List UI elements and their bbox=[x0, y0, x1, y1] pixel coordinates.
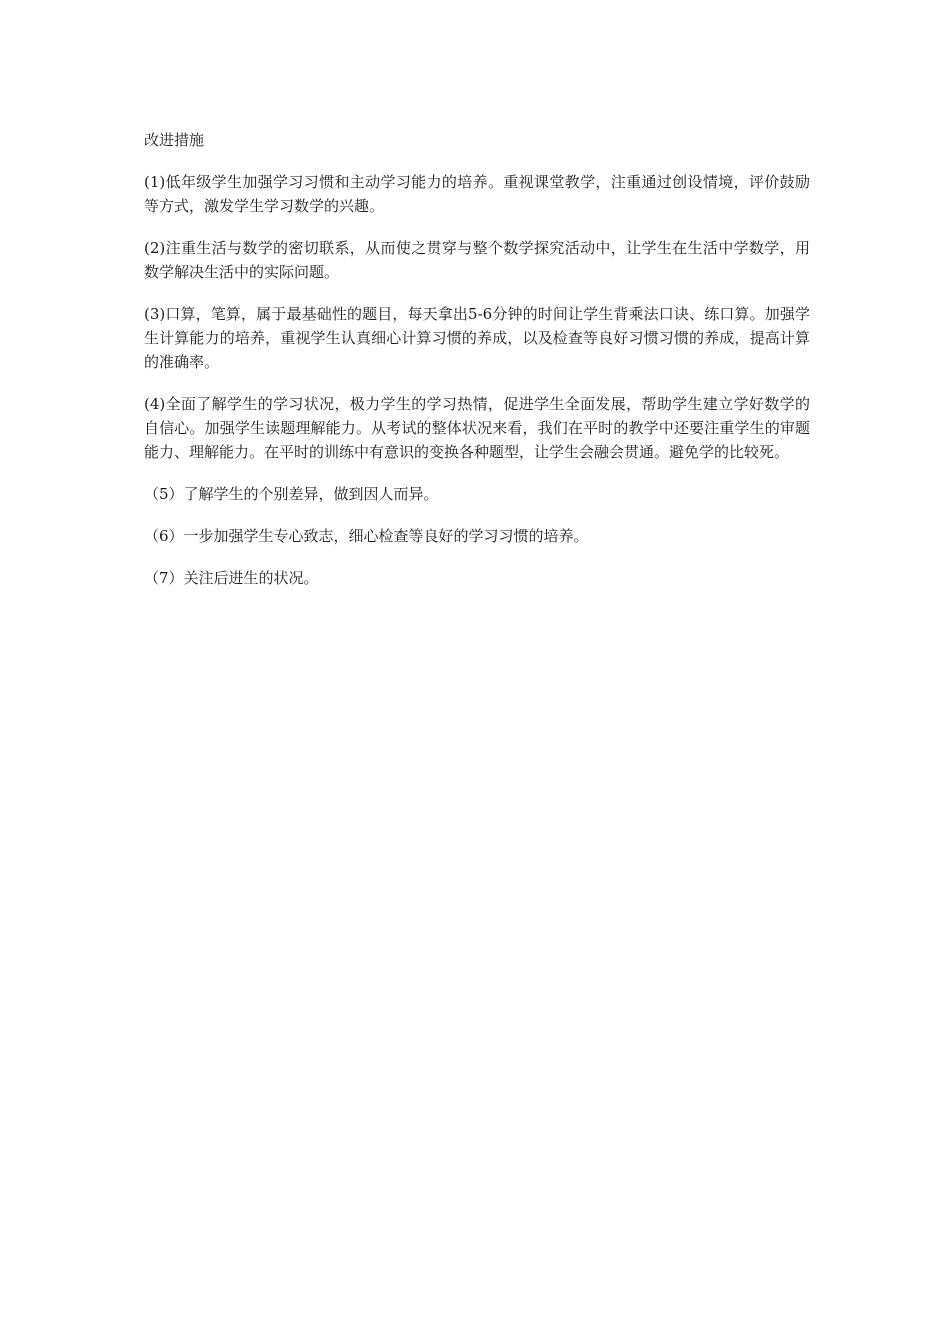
measure-paragraph-3: (3)口算，笔算，属于最基础性的题目，每天拿出5-6分钟的时间让学生背乘法口诀、练口算。加强学生计算能力的培养，重视学生认真细心计算习惯的养成，以及检查等良好习惯习惯的养成，提高计算的准确率。 bbox=[144, 305, 810, 371]
measure-paragraph-4: (4)全面了解学生的学习状况，极力学生的学习热情，促进学生全面发展，帮助学生建立学好数学的自信心。加强学生读题理解能力。从考试的整体状况来看，我们在平时的教学中还要注重学生的审题能力、理解能力。在平时的训练中有意识的变换各种题型，让学生会融会贯通。避免学的比较死。 bbox=[144, 395, 810, 461]
document-page bbox=[144, 128, 810, 608]
measure-paragraph-6: （6）一步加强学生专心致志，细心检查等良好的学习习惯的培养。 bbox=[144, 527, 589, 545]
measure-paragraph-2: (2)注重生活与数学的密切联系，从而使之贯穿与整个数学探究活动中，让学生在生活中学数学，用数学解决生活中的实际问题。 bbox=[144, 239, 810, 281]
measure-paragraph-7: （7）关注后进生的状况。 bbox=[144, 569, 319, 587]
measure-paragraph-5: （5）了解学生的个别差异，做到因人而异。 bbox=[144, 485, 439, 503]
section-heading: 改进措施 bbox=[144, 131, 205, 149]
measure-paragraph-1: (1)低年级学生加强学习习惯和主动学习能力的培养。重视课堂教学，注重通过创设情境，评价鼓励等方式，激发学生学习数学的兴趣。 bbox=[144, 173, 810, 215]
